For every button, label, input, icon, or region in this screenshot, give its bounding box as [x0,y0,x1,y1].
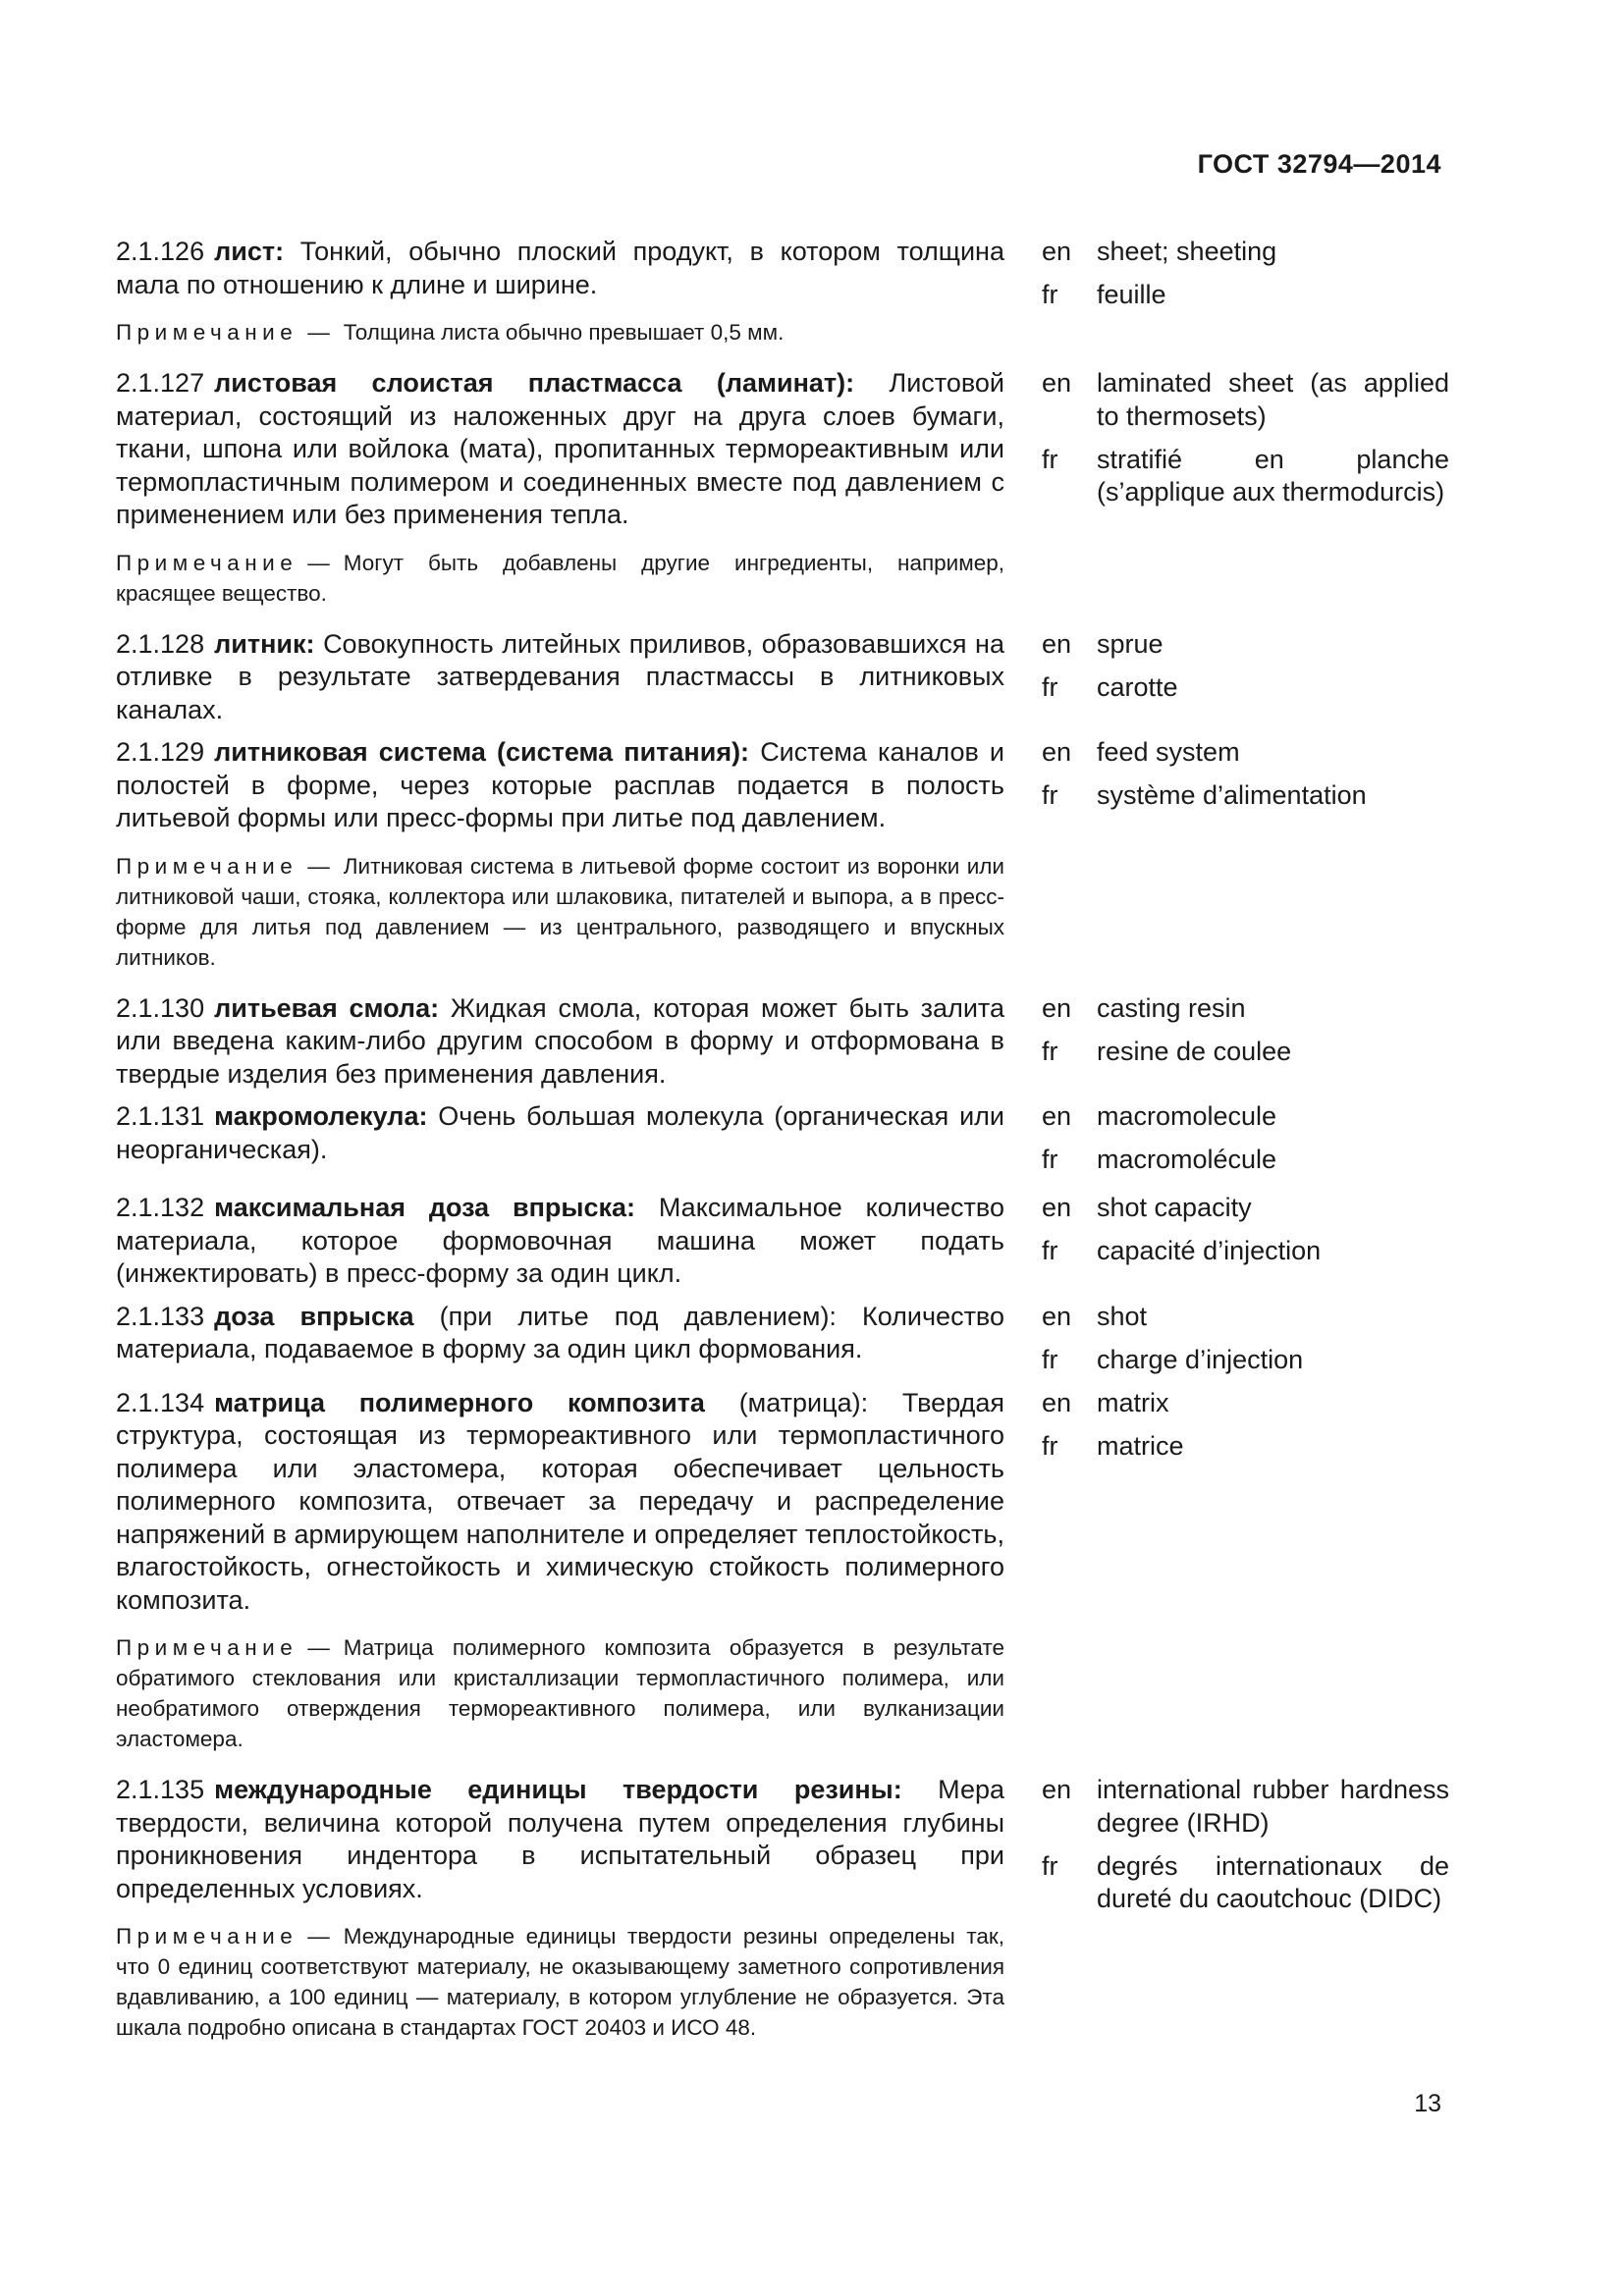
lang-code-en: en [1042,1301,1072,1331]
translation-en-text: international rubber hardness degree (IRHD) [1097,1775,1449,1838]
term-translations [1042,236,1449,322]
term-translations [1042,628,1449,715]
term-text: (при литье под давлением): Количество материала, подаваемое в форму за один цикл формования. [116,1301,1004,1363]
term-title: максимальная доза впрыска: [214,1193,636,1222]
term-title: литниковая система (система питания): [214,737,750,767]
translation-en [1042,1774,1449,1840]
term-translations [1042,1301,1449,1387]
lang-code-en: en [1042,737,1072,767]
lang-code-fr: fr [1042,1344,1058,1374]
lang-code-fr: fr [1042,1145,1058,1174]
translation-fr-text: matrice [1097,1430,1184,1461]
term-title: лист: [214,237,285,266]
translation-fr-text: capacité d’injection [1097,1236,1322,1265]
term-entry [116,736,1449,973]
lang-code-fr: fr [1042,1236,1058,1265]
lang-code-fr: fr [1042,671,1058,702]
document-header: ГОСТ 32794—2014 [1197,149,1441,179]
term-definition [116,236,1004,301]
term-title: литьевая смола: [214,992,440,1023]
term-definition-block [116,1774,1004,2043]
note-text: Толщина листа обычно превышает 0,5 мм. [343,320,785,345]
translation-en-text: feed system [1097,737,1240,767]
note-text: Могут быть добавлены другие ингредиенты, например, красящее вещество. [116,550,1004,606]
note-text: Международные единицы твердости резины определены так, что 0 единиц соответствуют материалу, не оказывающему заметного сопротивления вдавливанию, а 100 единиц — материалу, в котором углубление не образуется. Эта шкала подробно описана в стандартах ГОСТ 20403 и ИСО 48. [116,1924,1004,2040]
translation-fr [1042,1144,1449,1177]
term-number: 2.1.134 [116,1387,205,1417]
translation-en-text: casting resin [1097,992,1246,1023]
lang-code-fr: fr [1042,280,1058,309]
term-definition [116,367,1004,532]
lang-code-en: en [1042,1101,1072,1131]
translation-en-text: macromolecule [1097,1101,1277,1131]
term-text: Жидкая смола, которая может быть залита или введена каким-либо другим способом в форму и отформована в твердые изделия без применения давления. [116,992,1004,1089]
lang-code-en: en [1042,1387,1072,1417]
lang-code-fr: fr [1042,780,1058,810]
translation-fr [1042,1850,1449,1916]
translation-fr [1042,1344,1449,1377]
translation-en-text: sheet; sheeting [1097,237,1277,266]
translation-fr-text: feuille [1097,280,1166,309]
translation-fr-text: resine de coulee [1097,1036,1292,1066]
translation-fr-text: macromolécule [1097,1145,1277,1174]
lang-code-en: en [1042,1193,1072,1222]
translation-en-text: matrix [1097,1387,1169,1417]
term-title: листовая слоистая пластмасса (ламинат): [214,368,855,398]
term-entry [116,1774,1449,2043]
term-definition-block [116,736,1004,973]
term-title: матрица полимерного композита [214,1387,705,1417]
term-definition [116,736,1004,835]
term-translations [1042,1774,1449,1926]
translation-en [1042,367,1449,433]
term-definition [116,1387,1004,1618]
translation-en-text: sprue [1097,628,1164,659]
translation-fr [1042,779,1449,813]
term-number: 2.1.131 [116,1101,205,1131]
note-label: Примечание [116,550,298,575]
translation-fr [1042,1235,1449,1268]
term-number: 2.1.132 [116,1193,205,1222]
note-label: Примечание [116,1924,298,1949]
term-definition-block [116,1100,1004,1166]
note-label: Примечание [116,320,298,345]
translation-fr [1042,1430,1449,1464]
term-note [116,1632,1004,1754]
term-text: Листовой материал, состоящий из наложенных друг на друга слоев бумаги, ткани, шпона или войлока (мата), пропитанных термореактивным или термопластичным полимером и соединенных вместе под давлением с применением или без применения тепла. [116,368,1004,529]
term-definition-block [116,628,1004,727]
term-definition [116,1100,1004,1166]
term-text: Мера твердости, величина которой получена путем определения глубины проникновения индентора в испытательный образец при определенных условиях. [116,1775,1004,1903]
term-definition [116,992,1004,1092]
lang-code-en: en [1042,992,1072,1023]
note-dash: — [307,320,330,345]
term-definition [116,1301,1004,1366]
term-note [116,1921,1004,2043]
term-number: 2.1.130 [116,992,205,1023]
term-definition-block [116,1192,1004,1291]
term-text: Тонкий, обычно плоский продукт, в котором толщина мала по отношению к длине и ширине. [116,237,1004,299]
term-title: макромолекула: [214,1101,428,1131]
translation-fr [1042,444,1449,509]
term-translations [1042,992,1449,1079]
terms-list [116,236,1449,2043]
translation-en [1042,1387,1449,1420]
translation-en [1042,236,1449,269]
term-translations [1042,367,1449,519]
translation-en [1042,1192,1449,1225]
term-definition-block [116,236,1004,347]
note-label: Примечание [116,1635,298,1660]
translation-fr-text: carotte [1097,671,1178,702]
lang-code-en: en [1042,628,1072,659]
term-number: 2.1.128 [116,628,205,659]
lang-code-en: en [1042,1775,1072,1804]
lang-code-fr: fr [1042,1850,1058,1881]
translation-fr [1042,671,1449,705]
term-text: (матрица): Твердая структура, состоящая из термореактивного или термопластичного полимера или эластомера, которая обеспечивает цельность полимерного композита, отвечает за передачу и распределение напряжений в армирующем наполнителе и определяет теплостойкость, влагостойкость, огнестойкость и химическую стойкость полимерного композита. [116,1387,1004,1615]
page-number: 13 [1414,2090,1441,2117]
term-number: 2.1.127 [116,368,205,398]
translation-en [1042,736,1449,770]
translation-fr-text: stratifié en planche (s’applique aux thermodurcis) [1097,444,1449,507]
term-text: Максимальное количество материала, которое формовочная машина может подать (инжектировать) в пресс-форму за один цикл. [116,1193,1004,1288]
note-text: Матрица полимерного композита образуется в результате обратимого стеклования или кристаллизации термопластичного полимера, или необратимого отверждения термореактивного полимера, или вулканизации эластомера. [116,1635,1004,1751]
term-title: доза впрыска [214,1301,414,1331]
term-entry [116,992,1449,1092]
term-definition [116,1774,1004,1905]
term-translations [1042,1100,1449,1187]
term-number: 2.1.126 [116,237,205,266]
translation-en [1042,628,1449,662]
lang-code-fr: fr [1042,1430,1058,1461]
term-definition-block [116,367,1004,609]
term-definition [116,628,1004,727]
term-note [116,317,1004,347]
lang-code-fr: fr [1042,1036,1058,1066]
term-entry [116,1192,1449,1291]
translation-fr-text: degrés internationaux de dureté du caoutchouc (DIDC) [1097,1850,1449,1913]
term-text: Совокупность литейных приливов, образовавшихся на отливке в результате затвердевания пластмассы в литниковых каналах. [116,628,1004,724]
term-number: 2.1.133 [116,1301,205,1331]
lang-code-en: en [1042,237,1072,266]
note-dash: — [307,550,330,575]
note-dash: — [307,853,330,879]
term-entry [116,1387,1449,1755]
term-entry [116,1301,1449,1387]
lang-code-fr: fr [1042,444,1058,474]
translation-fr [1042,279,1449,312]
term-translations [1042,1192,1449,1278]
translation-en [1042,1100,1449,1134]
translation-fr-text: charge d’injection [1097,1344,1304,1374]
term-text: Очень большая молекула (органическая или неорганическая). [116,1101,1004,1164]
translation-fr [1042,1036,1449,1069]
translation-en-text: shot [1097,1301,1148,1331]
term-title: литник: [214,628,315,659]
term-translations [1042,1387,1449,1473]
note-label: Примечание [116,853,298,879]
term-note [116,548,1004,609]
term-definition-block [116,1387,1004,1755]
term-number: 2.1.135 [116,1775,205,1804]
translation-en-text: laminated sheet (as applied to thermosets) [1097,368,1449,431]
term-entry [116,628,1449,727]
note-dash: — [307,1924,330,1949]
term-definition [116,1192,1004,1291]
term-text: Система каналов и полостей в форме, через которые расплав подается в полость литьевой формы или пресс-формы при литье под давлением. [116,737,1005,832]
translation-en [1042,992,1449,1026]
translation-fr-text: système d’alimentation [1097,780,1367,810]
term-title: международные единицы твердости резины: [214,1775,902,1804]
term-definition-block [116,1301,1004,1366]
term-note [116,851,1004,973]
term-entry [116,367,1449,609]
note-text: Литниковая система в литьевой форме состоит из воронки или литниковой чаши, стояка, коллектора или шлаковика, питателей и выпора, а в пресс-форме для литья под давлением — из центрального, разводящего и впускных литников. [116,853,1004,970]
term-number: 2.1.129 [116,737,205,767]
term-entry [116,1100,1449,1187]
translation-en-text: shot capacity [1097,1193,1252,1222]
lang-code-en: en [1042,368,1072,398]
translation-en [1042,1301,1449,1334]
term-definition-block [116,992,1004,1092]
term-translations [1042,736,1449,823]
term-entry [116,236,1449,347]
note-dash: — [307,1635,330,1660]
